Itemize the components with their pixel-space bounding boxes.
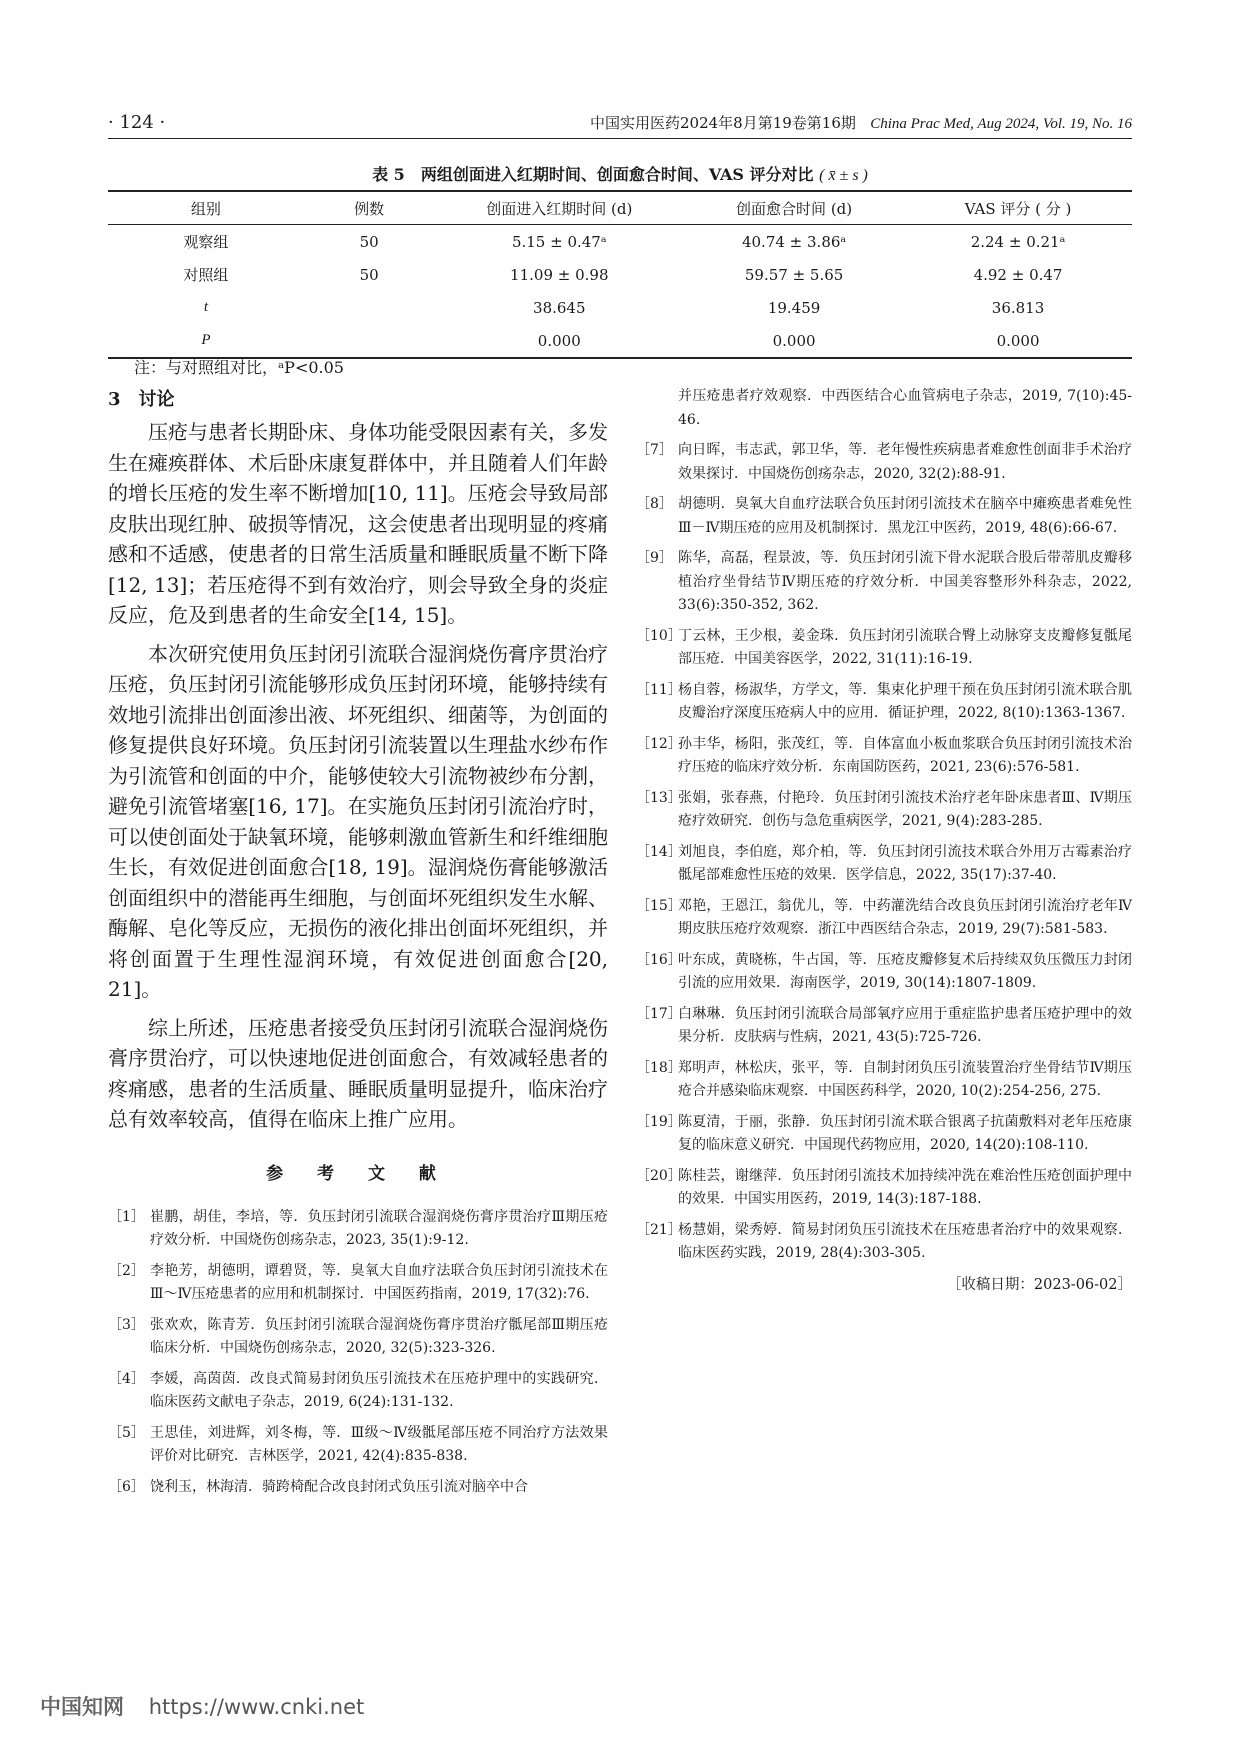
cnki-url[interactable]: https://www.cnki.net xyxy=(148,1695,365,1719)
table-cell: 2.24 ± 0.21ᵃ xyxy=(970,232,1066,251)
reference-item xyxy=(636,841,1132,888)
reference-item xyxy=(636,1057,1132,1104)
running-header xyxy=(108,112,1132,140)
col-header-red-phase-time: 创面进入红期时间 (d) xyxy=(434,191,684,225)
reference-number: ［20］ xyxy=(636,1167,682,1184)
reference-item xyxy=(108,1260,608,1307)
comparison-table xyxy=(108,190,1132,359)
body-paragraph: 综上所述，压疮患者接受负压封闭引流联合湿润烧伤膏序贯治疗，可以快速地促进创面愈合，有效减轻患者的疼痛感，患者的生活质量、睡眠质量明显提升，临床治疗总有效率较高，值得在临床上推广应用。 xyxy=(108,1015,608,1131)
reference-item xyxy=(636,439,1132,486)
references-heading: 参 考 文 献 xyxy=(266,1163,450,1184)
reference-item xyxy=(636,625,1132,672)
reference-continuation: 并压疮患者疗效观察．中西医结合心血管病电子杂志，2019, 7(10):45-46. xyxy=(678,388,1132,428)
table-caption-symbol: ( x̄ ± s ) xyxy=(819,167,868,184)
reference-item xyxy=(636,493,1132,540)
body-paragraph: 本次研究使用负压封闭引流联合湿润烧伤膏序贯治疗压疮，负压封闭引流能够形成负压封闭环境，能够持续有效地引流排出创面渗出液、坏死组织、细菌等，为创面的修复提供良好环境。负压封闭引流装置以生理盐水纱布作为引流管和创面的中介，能够使较大引流物被纱布分割，避免引流管堵塞[16, 17]。在实施负压封闭引流治疗时，可以使创面处于缺氧环境，能够刺激血管新生和纤维细胞生长，有效促进创面愈合[18, 19]。湿润烧伤膏能够激活创面组织中的潜能再生细胞，与创面坏死组织发生水解、酶解、皂化等反应，无损伤的液化排出创面坏死组织，并将创面置于生理性湿润环境，有效促进创面愈合[20, 21]。 xyxy=(108,641,608,1001)
reference-number: ［6］ xyxy=(108,1478,145,1495)
reference-number: ［5］ xyxy=(108,1424,145,1441)
reference-number: ［1］ xyxy=(108,1208,145,1225)
reference-number: ［13］ xyxy=(636,789,682,806)
reference-number: ［4］ xyxy=(108,1370,145,1387)
reference-number: ［21］ xyxy=(636,1221,682,1238)
journal-info xyxy=(590,112,1132,133)
page-number: · 124 · xyxy=(108,112,166,133)
reference-item xyxy=(108,1368,608,1415)
journal-name-en: China Prac Med, Aug 2024, Vol. 19, No. 16 xyxy=(870,116,1132,132)
table-cell: 36.813 xyxy=(991,298,1045,317)
reference-text: 向日晖，韦志武，郭卫华，等．老年慢性疾病患者难愈性创面非手术治疗效果探讨．中国烧伤创疡杂志，2020, 32(2):88-91. xyxy=(678,442,1132,482)
table-cell: 50 xyxy=(359,265,379,284)
table-row xyxy=(108,258,1132,291)
header-rule xyxy=(108,138,1132,139)
table-cell: 0.000 xyxy=(684,324,904,358)
reference-text: 陈华，高磊，程景波，等．负压封闭引流下骨水泥联合股后带蒂肌皮瓣移植治疗坐骨结节Ⅳ期压疮的疗效分析．中国美容整形外科杂志，2022, 33(6):350-352, 362. xyxy=(678,550,1132,613)
reference-text: 杨慧娟，梁秀婷．简易封闭负压引流技术在压疮患者治疗中的效果观察．临床医药实践，2019, 28(4):303-305. xyxy=(678,1221,1132,1261)
table-cell: 19.459 xyxy=(767,298,821,317)
table-cell: 观察组 xyxy=(183,233,229,251)
reference-number: ［7］ xyxy=(636,442,673,458)
reference-number: ［9］ xyxy=(636,550,673,566)
table-caption-text: 表 5 两组创面进入红期时间、创面愈合时间、VAS 评分对比 xyxy=(372,165,814,184)
table-cell: t xyxy=(203,299,208,315)
reference-number: ［17］ xyxy=(636,1005,682,1022)
table-cell: 4.92 ± 0.47 xyxy=(973,265,1063,284)
reference-item xyxy=(636,1003,1132,1050)
reference-text: 白琳琳．负压封闭引流联合局部氧疗应用于重症监护患者压疮护理中的效果分析．皮肤病与性病，2021, 43(5):725-726. xyxy=(678,1005,1132,1045)
col-header-group: 组别 xyxy=(108,191,304,225)
table-cell: 59.57 ± 5.65 xyxy=(744,265,844,284)
reference-text: 李媛，高茵茵．改良式简易封闭负压引流技术在压疮护理中的实践研究．临床医药文献电子杂志，2019, 6(24):131-132. xyxy=(150,1370,608,1410)
journal-name-cn: 中国实用医药2024年8月第19卷第16期 xyxy=(589,114,856,132)
reference-text: 杨自蓉，杨淑华，方学文，等．集束化护理干预在负压封闭引流术联合肌皮瓣治疗深度压疮病人中的应用．循证护理，2022, 8(10):1363-1367. xyxy=(678,681,1132,721)
reference-text: 饶利玉，林海清．骑跨椅配合改良封闭式负压引流对脑卒中合 xyxy=(150,1478,528,1495)
reference-item xyxy=(108,1476,608,1500)
table-row xyxy=(108,291,1132,324)
reference-item xyxy=(108,1422,608,1469)
footer-watermark xyxy=(40,1691,364,1721)
table-cell: 0.000 xyxy=(904,324,1132,358)
reference-number: ［14］ xyxy=(636,843,682,860)
reference-text: 陈夏清，于丽，张静．负压封闭引流术联合银离子抗菌敷料对老年压疮康复的临床意义研究．中国现代药物应用，2020, 14(20):108-110. xyxy=(678,1113,1132,1153)
table-cell: 0.000 xyxy=(434,324,684,358)
col-header-healing-time: 创面愈合时间 (d) xyxy=(684,191,904,225)
reference-text: 孙丰华，杨阳，张茂红，等．自体富血小板血浆联合负压封闭引流技术治疗压疮的临床疗效分析．东南国防医药，2021, 23(6):576-581. xyxy=(678,735,1132,775)
reference-number: ［3］ xyxy=(108,1316,145,1333)
reference-text: 张欢欢，陈青芳．负压封闭引流联合湿润烧伤膏序贯治疗骶尾部Ⅲ期压疮临床分析．中国烧伤创疡杂志，2020, 32(5):323-326. xyxy=(150,1316,608,1356)
reference-number: ［8］ xyxy=(636,496,673,512)
reference-text: 郑明声，林松庆，张平，等．自制封闭负压引流装置治疗坐骨结节Ⅳ期压疮合并感染临床观察．中国医药科学，2020, 10(2):254-256, 275. xyxy=(678,1059,1132,1099)
reference-item xyxy=(636,949,1132,996)
table-row xyxy=(108,225,1132,259)
reference-item xyxy=(636,1219,1132,1266)
received-date: ［收稿日期：2023-06-02］ xyxy=(946,1276,1132,1293)
table-cell: 对照组 xyxy=(183,266,229,284)
reference-item xyxy=(108,1314,608,1361)
body-paragraph: 压疮与患者长期卧床、身体功能受限因素有关，多发生在瘫痪群体、术后卧床康复群体中，并且随着人们年龄的增长压疮的发生率不断增加[10, 11]。压疮会导致局部皮肤出现红肿、破损等情况，这会使患者出现明显的疼痛感和不适感，使患者的日常生活质量和睡眠质量不断下降[12, 13]；若压疮得不到有效治疗，则会导致全身的炎症反应，危及到患者的生命安全[14, 15]。 xyxy=(108,420,608,627)
reference-number: ［16］ xyxy=(636,951,682,968)
reference-text: 刘旭良，李伯庭，郑介柏，等．负压封闭引流技术联合外用万古霉素治疗骶尾部难愈性压疮的效果．医学信息，2022, 35(17):37-40. xyxy=(678,843,1132,883)
reference-item xyxy=(636,1165,1132,1212)
reference-item xyxy=(636,733,1132,780)
reference-text: 李艳芳，胡德明，谭碧贤，等．臭氧大自血疗法联合负压封闭引流技术在Ⅲ～Ⅳ压疮患者的应用和机制探讨．中国医药指南，2019, 17(32):76. xyxy=(150,1262,608,1302)
reference-item xyxy=(636,1111,1132,1158)
reference-text: 王思佳，刘进辉，刘冬梅，等．Ⅲ级～Ⅳ级骶尾部压疮不同治疗方法效果评价对比研究．吉林医学，2021, 42(4):835-838. xyxy=(150,1424,608,1464)
table-cell: P xyxy=(108,324,304,358)
table-header-row xyxy=(108,191,1132,225)
section-heading: 3 讨论 xyxy=(108,389,175,410)
table-caption xyxy=(108,162,1132,185)
cnki-logo: 中国知网 xyxy=(40,1695,124,1719)
table-cell: 38.645 xyxy=(533,298,586,317)
reference-text: 崔鹏，胡佳，李培，等．负压封闭引流联合湿润烧伤膏序贯治疗Ⅲ期压疮疗效分析．中国烧伤创疡杂志，2023, 35(1):9-12. xyxy=(150,1208,608,1248)
table-cell: 40.74 ± 3.86ᵃ xyxy=(741,232,847,251)
col-header-cases: 例数 xyxy=(304,191,435,225)
reference-number: ［19］ xyxy=(636,1113,682,1130)
table-cell xyxy=(304,291,435,324)
right-column xyxy=(636,385,1132,1294)
col-header-vas-score: VAS 评分 ( 分 ) xyxy=(904,191,1132,225)
reference-text: 叶东成，黄晓栋，牛占国，等．压疮皮瓣修复术后持续双负压微压力封闭引流的应用效果．海南医学，2019, 30(14):1807-1809. xyxy=(678,951,1132,991)
table-row xyxy=(108,324,1132,358)
reference-number: ［11］ xyxy=(636,681,682,698)
reference-item xyxy=(636,787,1132,834)
reference-item xyxy=(636,679,1132,726)
reference-text: 胡德明．臭氧大自血疗法联合负压封闭引流技术在脑卒中瘫痪患者难免性Ⅲ－Ⅳ期压疮的应用及机制探讨．黑龙江中医药，2019, 48(6):66-67. xyxy=(678,496,1132,536)
reference-number: ［15］ xyxy=(636,897,682,914)
reference-item xyxy=(108,1206,608,1253)
reference-text: 陈桂芸，谢继萍．负压封闭引流技术加持续冲洗在难治性压疮创面护理中的效果．中国实用医药，2019, 14(3):187-188. xyxy=(678,1167,1132,1207)
table-cell: 50 xyxy=(359,232,379,251)
reference-item xyxy=(636,547,1132,618)
table-cell: 11.09 ± 0.98 xyxy=(510,265,609,284)
reference-text: 邓艳，王恩江，翁优儿，等．中药灌洗结合改良负压封闭引流治疗老年Ⅳ期皮肤压疮疗效观察．浙江中西医结合杂志，2019, 29(7):581-583. xyxy=(678,897,1132,937)
reference-number: ［18］ xyxy=(636,1059,682,1076)
table-cell: 5.15 ± 0.47ᵃ xyxy=(511,232,607,251)
reference-text: 丁云林，王少根，姜金珠．负压封闭引流联合臀上动脉穿支皮瓣修复骶尾部压疮．中国美容医学，2022, 31(11):16-19. xyxy=(678,627,1132,667)
table-cell xyxy=(304,324,435,358)
reference-text: 张娟，张春燕，付艳玲．负压封闭引流技术治疗老年卧床患者Ⅲ、Ⅳ期压疮疗效研究．创伤与急危重病医学，2021, 9(4):283-285. xyxy=(678,789,1132,829)
reference-number: ［10］ xyxy=(636,627,682,644)
left-column xyxy=(108,385,608,1506)
reference-number: ［2］ xyxy=(108,1262,145,1279)
reference-item xyxy=(636,895,1132,942)
reference-number: ［12］ xyxy=(636,735,682,752)
table-note: 注：与对照组对比，ᵃP<0.05 xyxy=(134,358,344,377)
